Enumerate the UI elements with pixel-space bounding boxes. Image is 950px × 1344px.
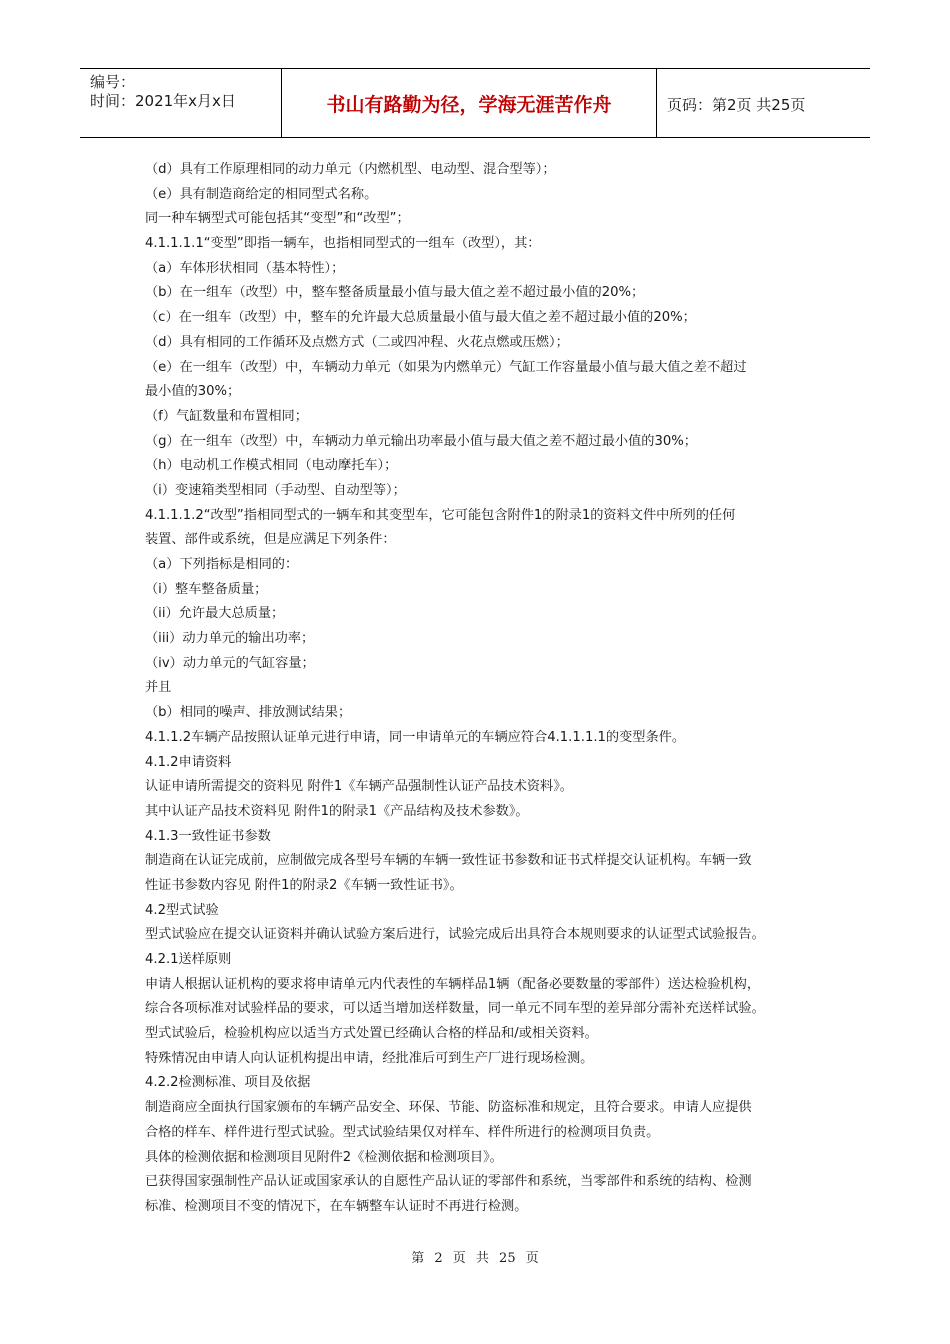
body-text-line: 其中认证产品技术资料见 附件1的附录1《产品结构及技术参数》。 bbox=[145, 803, 529, 819]
header-right-cell bbox=[657, 69, 870, 137]
body-text-line: 4.1.1.1.2“改型”指相同型式的一辆车和其变型车，它可能包含附件1的附录1的资料文件中所列的任何 bbox=[145, 507, 736, 523]
body-text-line: （iv）动力单元的气缸容量； bbox=[145, 655, 315, 671]
body-text-line: （f）气缸数量和布置相同； bbox=[145, 408, 308, 424]
body-text-line: 认证申请所需提交的资料见 附件1《车辆产品强制性认证产品技术资料》。 bbox=[145, 779, 573, 795]
body-text-line: （d）具有工作原理相同的动力单元（内燃机型、电动型、混合型等）； bbox=[145, 162, 556, 177]
body-text-line: 综合各项标准对试验样品的要求，可以适当增加送样数量，同一单元不同车型的差异部分需补充送样试验。 bbox=[145, 1001, 765, 1017]
page-info: 页码：第2页 共25页 bbox=[667, 96, 806, 114]
body-text-line: 装置、部件或系统，但是应满足下列条件： bbox=[145, 532, 396, 548]
body-text-line: 4.1.2申请资料 bbox=[145, 754, 232, 770]
body-text-line: 性证书参数内容见 附件1的附录2《车辆一致性证书》。 bbox=[145, 877, 463, 893]
document-body bbox=[145, 158, 825, 1220]
body-text-line: 已获得国家强制性产品认证或国家承认的自愿性产品认证的零部件和系统，当零部件和系统的结构、检测 bbox=[145, 1174, 752, 1190]
body-text-line: （g）在一组车（改型）中，车辆动力单元输出功率最小值与最大值之差不超过最小值的30%； bbox=[145, 433, 697, 449]
body-text-line: （c）在一组车（改型）中，整车的允许最大总质量最小值与最大值之差不超过最小值的20%； bbox=[145, 310, 696, 326]
body-text-line: （h）电动机工作模式相同（电动摩托车）； bbox=[145, 458, 398, 474]
body-text-line: 标准、检测项目不变的情况下，在车辆整车认证时不再进行检测。 bbox=[145, 1198, 528, 1214]
body-text-line: （a）车体形状相同（基本特性）； bbox=[145, 260, 345, 276]
body-text-line: 制造商应全面执行国家颁布的车辆产品安全、环保、节能、防盗标准和规定，且符合要求。申请人应提供 bbox=[145, 1100, 752, 1116]
body-text-line: 合格的样车、样件进行型式试验。型式试验结果仅对样车、样件所进行的检测项目负责。 bbox=[145, 1124, 660, 1140]
document-date: 时间：2021年x月x日 bbox=[90, 92, 236, 110]
body-text-line: 型式试验应在提交认证资料并确认试验方案后进行，试验完成后出具符合本规则要求的认证型式试验报告。 bbox=[145, 927, 765, 943]
body-text-line: 并且 bbox=[145, 680, 172, 696]
body-text-line: 4.2.1送样原则 bbox=[145, 952, 232, 967]
header-motto: 书山有路勤为径，学海无涯苦作舟 bbox=[326, 94, 612, 116]
body-text-line: 申请人根据认证机构的要求将申请单元内代表性的车辆样品1辆（配备必要数量的零部件）送达检验机构， bbox=[145, 976, 761, 992]
header-left-cell bbox=[80, 69, 282, 137]
body-text-line: 最小值的30%； bbox=[145, 384, 241, 400]
body-text-line: 特殊情况由申请人向认证机构提出申请，经批准后可到生产厂进行现场检测。 bbox=[145, 1050, 594, 1066]
body-text-line: （d）具有相同的工作循环及点燃方式（二或四冲程、火花点燃或压燃）； bbox=[145, 334, 569, 350]
body-text-line: （e）在一组车（改型）中，车辆动力单元（如果为内燃单元）气缸工作容量最小值与最大值之差不超过 bbox=[145, 359, 747, 375]
body-text-line: 4.2型式试验 bbox=[145, 902, 219, 918]
body-text-line: 同一种车辆型式可能包括其“变型”和“改型”； bbox=[145, 211, 410, 227]
page-footer: 第 2 页 共 25 页 bbox=[411, 1251, 539, 1266]
body-text-line: （ii）允许最大总质量； bbox=[145, 606, 285, 622]
body-text-line: 4.2.2检测标准、项目及依据 bbox=[145, 1075, 311, 1091]
body-text-line: 型式试验后，检验机构应以适当方式处置已经确认合格的样品和/或相关资料。 bbox=[145, 1026, 598, 1042]
body-text-line: （b）在一组车（改型）中，整车整备质量最小值与最大值之差不超过最小值的20%； bbox=[145, 285, 645, 301]
body-text-line: 4.1.3一致性证书参数 bbox=[145, 828, 271, 844]
document-number-label: 编号： bbox=[90, 73, 136, 91]
body-text-line: 4.1.1.1.1“变型”即指一辆车，也指相同型式的一组车（改型），其： bbox=[145, 236, 541, 252]
page-header bbox=[80, 68, 870, 138]
body-text-line: （e）具有制造商给定的相同型式名称。 bbox=[145, 186, 378, 202]
body-text-line: （iii）动力单元的输出功率； bbox=[145, 631, 315, 647]
body-text-line: （a）下列指标是相同的： bbox=[145, 557, 299, 572]
header-middle-cell bbox=[282, 69, 657, 137]
body-text-line: 制造商在认证完成前，应制做完成各型号车辆的车辆一致性证书参数和证书式样提交认证机构。车辆一致 bbox=[145, 853, 752, 869]
body-text-line: 具体的检测依据和检测项目见附件2《检测依据和检测项目》。 bbox=[145, 1149, 503, 1165]
body-text-line: （i）变速箱类型相同（手动型、自动型等）； bbox=[145, 482, 406, 498]
body-text-line: （i）整车整备质量； bbox=[145, 581, 268, 597]
body-text-line: 4.1.1.2车辆产品按照认证单元进行申请，同一申请单元的车辆应符合4.1.1.1.1的变型条件。 bbox=[145, 729, 686, 745]
body-text-line: （b）相同的噪声、排放测试结果； bbox=[145, 705, 352, 721]
